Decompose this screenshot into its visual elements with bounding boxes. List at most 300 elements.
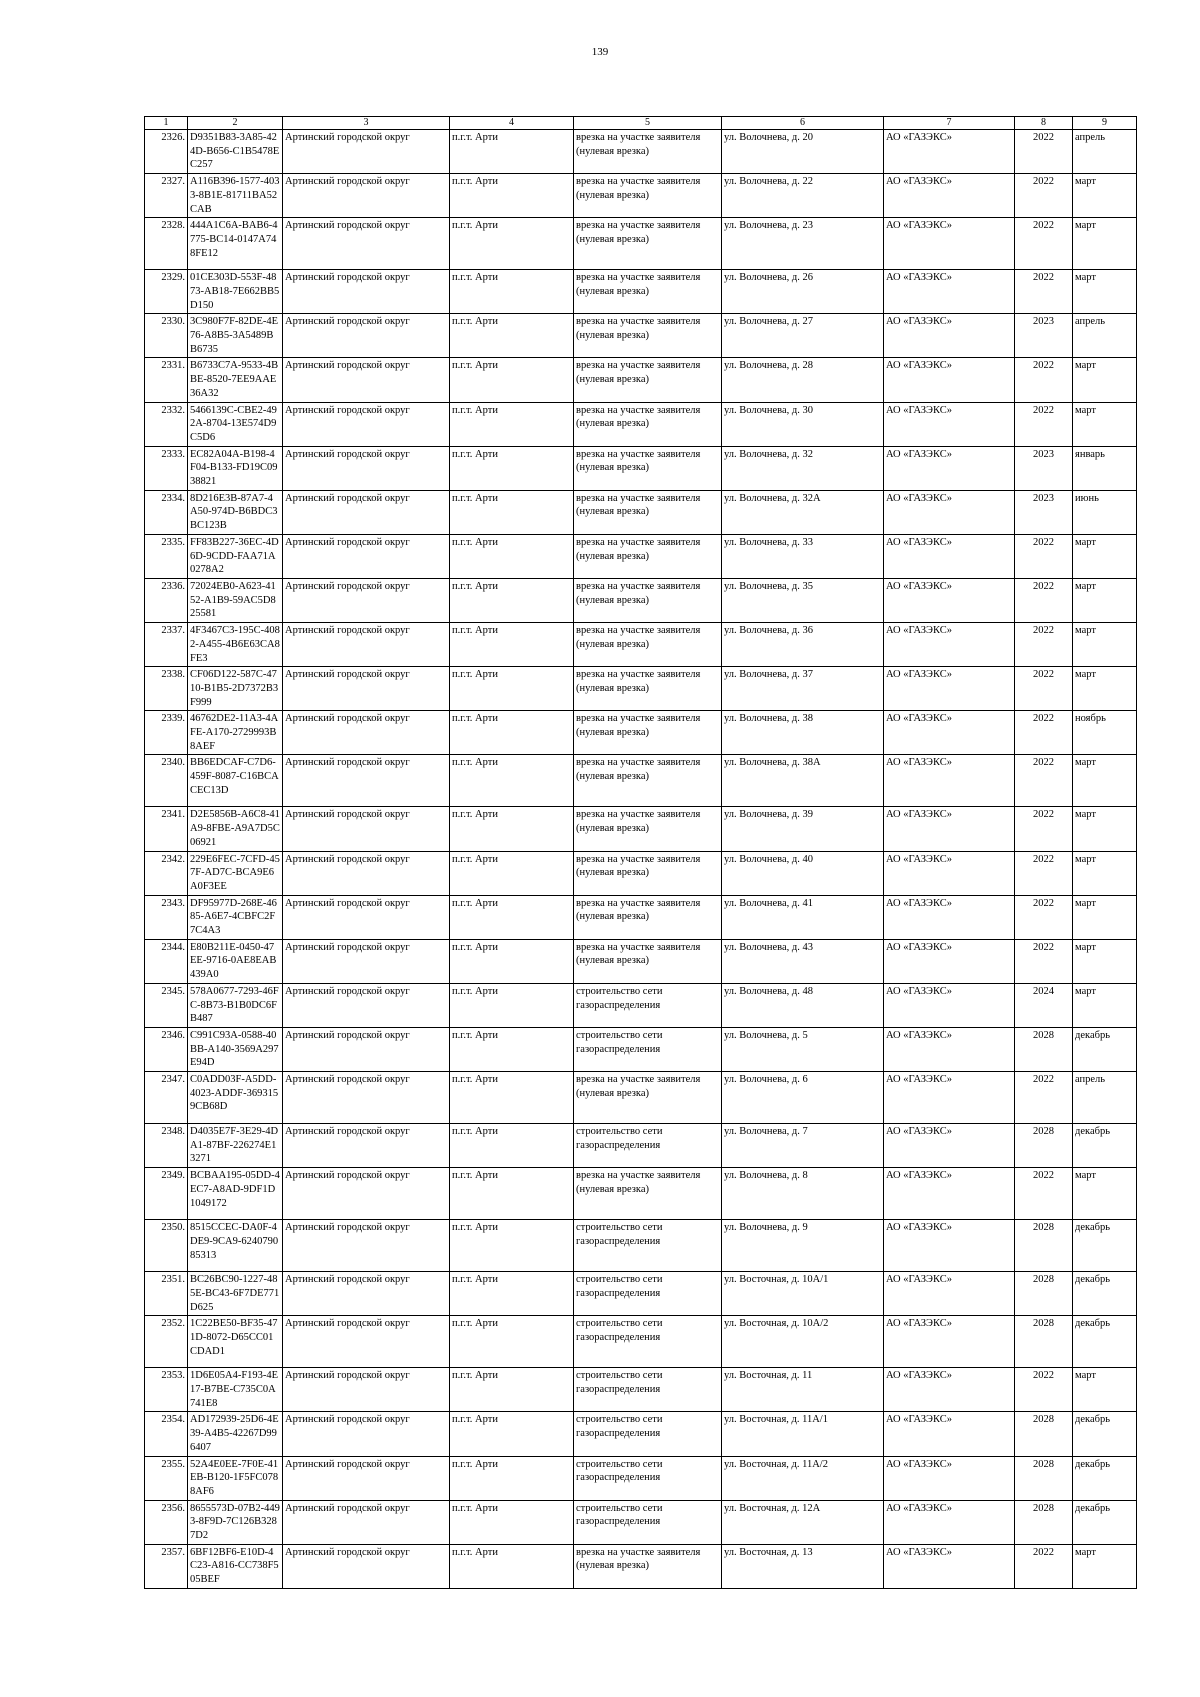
organization-cell: АО «ГАЗЭКС»: [884, 851, 1015, 895]
year-cell: 2022: [1015, 218, 1073, 270]
object-id-cell: 72024EB0-A623-4152-A1B9-59AC5D825581: [188, 578, 283, 622]
district-name-cell: Артинский городской округ: [283, 534, 450, 578]
year-cell: 2022: [1015, 270, 1073, 314]
object-id-cell: E80B211E-0450-47EE-9716-0AE8EAB439A0: [188, 939, 283, 983]
month-cell: март: [1073, 983, 1137, 1027]
settlement-name-cell: п.г.т. Арти: [450, 1368, 574, 1412]
month-cell: декабрь: [1073, 1220, 1137, 1272]
table-row: [145, 711, 1137, 755]
district-name-cell: Артинский городской округ: [283, 895, 450, 939]
district-name-cell: Артинский городской округ: [283, 939, 450, 983]
month-cell: декабрь: [1073, 1272, 1137, 1316]
work-type-cell: врезка на участке заявителя (нулевая врезка): [574, 939, 722, 983]
work-type-cell: врезка на участке заявителя (нулевая врезка): [574, 755, 722, 807]
registry-table: [144, 116, 1137, 1589]
work-type-cell: строительство сети газораспределения: [574, 1500, 722, 1544]
work-type-cell: врезка на участке заявителя (нулевая врезка): [574, 490, 722, 534]
row-number-cell: 2354.: [145, 1412, 188, 1456]
year-cell: 2022: [1015, 402, 1073, 446]
work-type-cell: врезка на участке заявителя (нулевая врезка): [574, 358, 722, 402]
district-name-cell: Артинский городской округ: [283, 1124, 450, 1168]
year-cell: 2028: [1015, 1124, 1073, 1168]
work-type-cell: врезка на участке заявителя (нулевая врезка): [574, 667, 722, 711]
object-id-cell: A116B396-1577-4033-8B1E-81711BA52CAB: [188, 174, 283, 218]
table-row: [145, 130, 1137, 174]
organization-cell: АО «ГАЗЭКС»: [884, 1368, 1015, 1412]
row-number-cell: 2327.: [145, 174, 188, 218]
row-number-cell: 2339.: [145, 711, 188, 755]
object-id-cell: D4035E7F-3E29-4DA1-87BF-226274E13271: [188, 1124, 283, 1168]
table-header: [145, 117, 1137, 130]
table-row: [145, 1220, 1137, 1272]
address-cell: ул. Волочнева, д. 22: [722, 174, 884, 218]
year-cell: 2022: [1015, 851, 1073, 895]
settlement-name-cell: п.г.т. Арти: [450, 939, 574, 983]
table-row: [145, 807, 1137, 851]
district-name-cell: Артинский городской округ: [283, 983, 450, 1027]
table-row: [145, 174, 1137, 218]
object-id-cell: 6BF12BF6-E10D-4C23-A816-CC738F505BEF: [188, 1544, 283, 1588]
row-number-cell: 2336.: [145, 578, 188, 622]
column-number-row: [145, 117, 1137, 130]
object-id-cell: D9351B83-3A85-424D-B656-C1B5478EC257: [188, 130, 283, 174]
object-id-cell: FF83B227-36EC-4D6D-9CDD-FAA71A0278A2: [188, 534, 283, 578]
work-type-cell: строительство сети газораспределения: [574, 1027, 722, 1071]
year-cell: 2022: [1015, 623, 1073, 667]
settlement-name-cell: п.г.т. Арти: [450, 895, 574, 939]
table-row: [145, 1272, 1137, 1316]
row-number-cell: 2331.: [145, 358, 188, 402]
object-id-cell: 4F3467C3-195C-4082-A455-4B6E63CA8FE3: [188, 623, 283, 667]
table-row: [145, 1368, 1137, 1412]
work-type-cell: врезка на участке заявителя (нулевая врезка): [574, 1072, 722, 1124]
column-header: 7: [884, 117, 1015, 130]
year-cell: 2028: [1015, 1412, 1073, 1456]
column-header: 1: [145, 117, 188, 130]
table-row: [145, 490, 1137, 534]
month-cell: март: [1073, 174, 1137, 218]
district-name-cell: Артинский городской округ: [283, 1500, 450, 1544]
organization-cell: АО «ГАЗЭКС»: [884, 1500, 1015, 1544]
address-cell: ул. Волочнева, д. 6: [722, 1072, 884, 1124]
month-cell: март: [1073, 807, 1137, 851]
row-number-cell: 2337.: [145, 623, 188, 667]
district-name-cell: Артинский городской округ: [283, 578, 450, 622]
row-number-cell: 2329.: [145, 270, 188, 314]
row-number-cell: 2357.: [145, 1544, 188, 1588]
address-cell: ул. Восточная, д. 11: [722, 1368, 884, 1412]
row-number-cell: 2356.: [145, 1500, 188, 1544]
settlement-name-cell: п.г.т. Арти: [450, 1412, 574, 1456]
address-cell: ул. Волочнева, д. 32: [722, 446, 884, 490]
settlement-name-cell: п.г.т. Арти: [450, 1168, 574, 1220]
row-number-cell: 2333.: [145, 446, 188, 490]
address-cell: ул. Волочнева, д. 48: [722, 983, 884, 1027]
organization-cell: АО «ГАЗЭКС»: [884, 623, 1015, 667]
month-cell: апрель: [1073, 314, 1137, 358]
year-cell: 2022: [1015, 939, 1073, 983]
address-cell: ул. Восточная, д. 10А/2: [722, 1316, 884, 1368]
year-cell: 2028: [1015, 1316, 1073, 1368]
column-header: 4: [450, 117, 574, 130]
district-name-cell: Артинский городской округ: [283, 667, 450, 711]
table-row: [145, 623, 1137, 667]
district-name-cell: Артинский городской округ: [283, 1168, 450, 1220]
district-name-cell: Артинский городской округ: [283, 1456, 450, 1500]
month-cell: март: [1073, 358, 1137, 402]
object-id-cell: 578A0677-7293-46FC-8B73-B1B0DC6FB487: [188, 983, 283, 1027]
column-header: 8: [1015, 117, 1073, 130]
month-cell: январь: [1073, 446, 1137, 490]
settlement-name-cell: п.г.т. Арти: [450, 623, 574, 667]
district-name-cell: Артинский городской округ: [283, 1368, 450, 1412]
address-cell: ул. Волочнева, д. 9: [722, 1220, 884, 1272]
address-cell: ул. Волочнева, д. 43: [722, 939, 884, 983]
object-id-cell: DF95977D-268E-4685-A6E7-4CBFC2F7C4A3: [188, 895, 283, 939]
address-cell: ул. Волочнева, д. 40: [722, 851, 884, 895]
district-name-cell: Артинский городской округ: [283, 1412, 450, 1456]
district-name-cell: Артинский городской округ: [283, 1544, 450, 1588]
row-number-cell: 2347.: [145, 1072, 188, 1124]
organization-cell: АО «ГАЗЭКС»: [884, 270, 1015, 314]
table-row: [145, 402, 1137, 446]
address-cell: ул. Волочнева, д. 41: [722, 895, 884, 939]
table-row: [145, 1072, 1137, 1124]
settlement-name-cell: п.г.т. Арти: [450, 667, 574, 711]
work-type-cell: врезка на участке заявителя (нулевая врезка): [574, 807, 722, 851]
year-cell: 2028: [1015, 1220, 1073, 1272]
object-id-cell: 1C22BE50-BF35-471D-8072-D65CC01CDAD1: [188, 1316, 283, 1368]
year-cell: 2028: [1015, 1272, 1073, 1316]
year-cell: 2023: [1015, 446, 1073, 490]
table-row: [145, 895, 1137, 939]
row-number-cell: 2328.: [145, 218, 188, 270]
object-id-cell: 01CE303D-553F-4873-AB18-7E662BB5D150: [188, 270, 283, 314]
month-cell: декабрь: [1073, 1316, 1137, 1368]
month-cell: март: [1073, 1368, 1137, 1412]
table-row: [145, 270, 1137, 314]
work-type-cell: врезка на участке заявителя (нулевая врезка): [574, 578, 722, 622]
object-id-cell: EC82A04A-B198-4F04-B133-FD19C0938821: [188, 446, 283, 490]
column-header: 5: [574, 117, 722, 130]
object-id-cell: BCBAA195-05DD-4EC7-A8AD-9DF1D1049172: [188, 1168, 283, 1220]
address-cell: ул. Восточная, д. 12А: [722, 1500, 884, 1544]
table-body: [145, 130, 1137, 1589]
district-name-cell: Артинский городской округ: [283, 270, 450, 314]
district-name-cell: Артинский городской округ: [283, 446, 450, 490]
organization-cell: АО «ГАЗЭКС»: [884, 1072, 1015, 1124]
district-name-cell: Артинский городской округ: [283, 174, 450, 218]
year-cell: 2022: [1015, 807, 1073, 851]
table-row: [145, 358, 1137, 402]
work-type-cell: строительство сети газораспределения: [574, 983, 722, 1027]
address-cell: ул. Волочнева, д. 37: [722, 667, 884, 711]
year-cell: 2024: [1015, 983, 1073, 1027]
district-name-cell: Артинский городской округ: [283, 755, 450, 807]
organization-cell: АО «ГАЗЭКС»: [884, 1220, 1015, 1272]
organization-cell: АО «ГАЗЭКС»: [884, 939, 1015, 983]
district-name-cell: Артинский городской округ: [283, 490, 450, 534]
work-type-cell: врезка на участке заявителя (нулевая врезка): [574, 174, 722, 218]
year-cell: 2022: [1015, 711, 1073, 755]
settlement-name-cell: п.г.т. Арти: [450, 851, 574, 895]
month-cell: март: [1073, 270, 1137, 314]
organization-cell: АО «ГАЗЭКС»: [884, 667, 1015, 711]
settlement-name-cell: п.г.т. Арти: [450, 534, 574, 578]
column-header: 6: [722, 117, 884, 130]
object-id-cell: AD172939-25D6-4E39-A4B5-42267D996407: [188, 1412, 283, 1456]
year-cell: 2022: [1015, 174, 1073, 218]
settlement-name-cell: п.г.т. Арти: [450, 711, 574, 755]
district-name-cell: Артинский городской округ: [283, 130, 450, 174]
month-cell: март: [1073, 534, 1137, 578]
district-name-cell: Артинский городской округ: [283, 314, 450, 358]
column-header: 3: [283, 117, 450, 130]
organization-cell: АО «ГАЗЭКС»: [884, 446, 1015, 490]
work-type-cell: строительство сети газораспределения: [574, 1272, 722, 1316]
table-row: [145, 1544, 1137, 1588]
organization-cell: АО «ГАЗЭКС»: [884, 1544, 1015, 1588]
object-id-cell: 3C980F7F-82DE-4E76-A8B5-3A5489BB6735: [188, 314, 283, 358]
table-row: [145, 218, 1137, 270]
settlement-name-cell: п.г.т. Арти: [450, 130, 574, 174]
month-cell: март: [1073, 623, 1137, 667]
organization-cell: АО «ГАЗЭКС»: [884, 1316, 1015, 1368]
work-type-cell: врезка на участке заявителя (нулевая врезка): [574, 534, 722, 578]
month-cell: март: [1073, 1168, 1137, 1220]
year-cell: 2022: [1015, 895, 1073, 939]
address-cell: ул. Восточная, д. 11А/1: [722, 1412, 884, 1456]
organization-cell: АО «ГАЗЭКС»: [884, 807, 1015, 851]
address-cell: ул. Восточная, д. 11А/2: [722, 1456, 884, 1500]
month-cell: март: [1073, 218, 1137, 270]
row-number-cell: 2342.: [145, 851, 188, 895]
work-type-cell: врезка на участке заявителя (нулевая врезка): [574, 623, 722, 667]
address-cell: ул. Волочнева, д. 38: [722, 711, 884, 755]
organization-cell: АО «ГАЗЭКС»: [884, 402, 1015, 446]
address-cell: ул. Волочнева, д. 30: [722, 402, 884, 446]
month-cell: март: [1073, 939, 1137, 983]
object-id-cell: 8655573D-07B2-4493-8F9D-7C126B3287D2: [188, 1500, 283, 1544]
table-row: [145, 1500, 1137, 1544]
organization-cell: АО «ГАЗЭКС»: [884, 174, 1015, 218]
work-type-cell: врезка на участке заявителя (нулевая врезка): [574, 314, 722, 358]
row-number-cell: 2352.: [145, 1316, 188, 1368]
district-name-cell: Артинский городской округ: [283, 1072, 450, 1124]
settlement-name-cell: п.г.т. Арти: [450, 358, 574, 402]
organization-cell: АО «ГАЗЭКС»: [884, 218, 1015, 270]
row-number-cell: 2353.: [145, 1368, 188, 1412]
address-cell: ул. Волочнева, д. 28: [722, 358, 884, 402]
district-name-cell: Артинский городской округ: [283, 1272, 450, 1316]
object-id-cell: D2E5856B-A6C8-41A9-8FBE-A9A7D5C06921: [188, 807, 283, 851]
settlement-name-cell: п.г.т. Арти: [450, 983, 574, 1027]
district-name-cell: Артинский городской округ: [283, 1027, 450, 1071]
address-cell: ул. Волочнева, д. 39: [722, 807, 884, 851]
year-cell: 2022: [1015, 358, 1073, 402]
page-number: 139: [591, 46, 609, 58]
row-number-cell: 2344.: [145, 939, 188, 983]
table-row: [145, 1316, 1137, 1368]
settlement-name-cell: п.г.т. Арти: [450, 578, 574, 622]
month-cell: март: [1073, 755, 1137, 807]
year-cell: 2022: [1015, 1368, 1073, 1412]
settlement-name-cell: п.г.т. Арти: [450, 807, 574, 851]
organization-cell: АО «ГАЗЭКС»: [884, 358, 1015, 402]
object-id-cell: 52A4E0EE-7F0E-41EB-B120-1F5FC0788AF6: [188, 1456, 283, 1500]
table-row: [145, 755, 1137, 807]
table-row: [145, 851, 1137, 895]
table-row: [145, 1124, 1137, 1168]
address-cell: ул. Волочнева, д. 7: [722, 1124, 884, 1168]
work-type-cell: строительство сети газораспределения: [574, 1368, 722, 1412]
row-number-cell: 2334.: [145, 490, 188, 534]
address-cell: ул. Восточная, д. 13: [722, 1544, 884, 1588]
district-name-cell: Артинский городской округ: [283, 218, 450, 270]
organization-cell: АО «ГАЗЭКС»: [884, 711, 1015, 755]
district-name-cell: Артинский городской округ: [283, 623, 450, 667]
table-row: [145, 667, 1137, 711]
organization-cell: АО «ГАЗЭКС»: [884, 1124, 1015, 1168]
work-type-cell: врезка на участке заявителя (нулевая врезка): [574, 711, 722, 755]
table-row: [145, 446, 1137, 490]
object-id-cell: CF06D122-587C-4710-B1B5-2D7372B3F999: [188, 667, 283, 711]
table-row: [145, 578, 1137, 622]
settlement-name-cell: п.г.т. Арти: [450, 314, 574, 358]
year-cell: 2022: [1015, 667, 1073, 711]
district-name-cell: Артинский городской округ: [283, 711, 450, 755]
row-number-cell: 2351.: [145, 1272, 188, 1316]
table-row: [145, 1412, 1137, 1456]
address-cell: ул. Волочнева, д. 8: [722, 1168, 884, 1220]
district-name-cell: Артинский городской округ: [283, 1316, 450, 1368]
settlement-name-cell: п.г.т. Арти: [450, 1272, 574, 1316]
month-cell: июнь: [1073, 490, 1137, 534]
object-id-cell: 5466139C-CBE2-492A-8704-13E574D9C5D6: [188, 402, 283, 446]
table-row: [145, 534, 1137, 578]
organization-cell: АО «ГАЗЭКС»: [884, 314, 1015, 358]
year-cell: 2022: [1015, 1072, 1073, 1124]
month-cell: декабрь: [1073, 1027, 1137, 1071]
month-cell: март: [1073, 1544, 1137, 1588]
organization-cell: АО «ГАЗЭКС»: [884, 983, 1015, 1027]
settlement-name-cell: п.г.т. Арти: [450, 1456, 574, 1500]
year-cell: 2022: [1015, 130, 1073, 174]
month-cell: март: [1073, 402, 1137, 446]
district-name-cell: Артинский городской округ: [283, 807, 450, 851]
month-cell: март: [1073, 851, 1137, 895]
row-number-cell: 2340.: [145, 755, 188, 807]
work-type-cell: врезка на участке заявителя (нулевая врезка): [574, 1168, 722, 1220]
row-number-cell: 2330.: [145, 314, 188, 358]
object-id-cell: 46762DE2-11A3-4AFE-A170-2729993B8AEF: [188, 711, 283, 755]
month-cell: апрель: [1073, 130, 1137, 174]
work-type-cell: врезка на участке заявителя (нулевая врезка): [574, 402, 722, 446]
settlement-name-cell: п.г.т. Арти: [450, 1072, 574, 1124]
settlement-name-cell: п.г.т. Арти: [450, 402, 574, 446]
settlement-name-cell: п.г.т. Арти: [450, 446, 574, 490]
organization-cell: АО «ГАЗЭКС»: [884, 578, 1015, 622]
settlement-name-cell: п.г.т. Арти: [450, 1220, 574, 1272]
table-row: [145, 1168, 1137, 1220]
object-id-cell: C991C93A-0588-40BB-A140-3569A297E94D: [188, 1027, 283, 1071]
object-id-cell: 8515CCEC-DA0F-4DE9-9CA9-624079085313: [188, 1220, 283, 1272]
year-cell: 2028: [1015, 1027, 1073, 1071]
object-id-cell: 1D6E05A4-F193-4E17-B7BE-C735C0A741E8: [188, 1368, 283, 1412]
organization-cell: АО «ГАЗЭКС»: [884, 1168, 1015, 1220]
work-type-cell: врезка на участке заявителя (нулевая врезка): [574, 446, 722, 490]
month-cell: март: [1073, 667, 1137, 711]
row-number-cell: 2345.: [145, 983, 188, 1027]
organization-cell: АО «ГАЗЭКС»: [884, 130, 1015, 174]
address-cell: ул. Волочнева, д. 38А: [722, 755, 884, 807]
district-name-cell: Артинский городской округ: [283, 1220, 450, 1272]
object-id-cell: BB6EDCAF-C7D6-459F-8087-C16BCACEC13D: [188, 755, 283, 807]
address-cell: ул. Волочнева, д. 33: [722, 534, 884, 578]
object-id-cell: C0ADD03F-A5DD-4023-ADDF-3693159CB68D: [188, 1072, 283, 1124]
row-number-cell: 2343.: [145, 895, 188, 939]
settlement-name-cell: п.г.т. Арти: [450, 490, 574, 534]
address-cell: ул. Волочнева, д. 26: [722, 270, 884, 314]
month-cell: ноябрь: [1073, 711, 1137, 755]
settlement-name-cell: п.г.т. Арти: [450, 218, 574, 270]
settlement-name-cell: п.г.т. Арти: [450, 270, 574, 314]
row-number-cell: 2332.: [145, 402, 188, 446]
address-cell: ул. Волочнева, д. 5: [722, 1027, 884, 1071]
organization-cell: АО «ГАЗЭКС»: [884, 1456, 1015, 1500]
table-row: [145, 1456, 1137, 1500]
table-row: [145, 314, 1137, 358]
settlement-name-cell: п.г.т. Арти: [450, 1027, 574, 1071]
month-cell: апрель: [1073, 1072, 1137, 1124]
organization-cell: АО «ГАЗЭКС»: [884, 1412, 1015, 1456]
work-type-cell: строительство сети газораспределения: [574, 1316, 722, 1368]
address-cell: ул. Волочнева, д. 27: [722, 314, 884, 358]
object-id-cell: 444A1C6A-BAB6-4775-BC14-0147A748FE12: [188, 218, 283, 270]
row-number-cell: 2349.: [145, 1168, 188, 1220]
address-cell: ул. Волочнева, д. 35: [722, 578, 884, 622]
district-name-cell: Артинский городской округ: [283, 851, 450, 895]
year-cell: 2023: [1015, 490, 1073, 534]
work-type-cell: врезка на участке заявителя (нулевая врезка): [574, 270, 722, 314]
year-cell: 2022: [1015, 1544, 1073, 1588]
year-cell: 2028: [1015, 1500, 1073, 1544]
work-type-cell: строительство сети газораспределения: [574, 1220, 722, 1272]
row-number-cell: 2338.: [145, 667, 188, 711]
organization-cell: АО «ГАЗЭКС»: [884, 1027, 1015, 1071]
settlement-name-cell: п.г.т. Арти: [450, 1500, 574, 1544]
work-type-cell: строительство сети газораспределения: [574, 1124, 722, 1168]
work-type-cell: врезка на участке заявителя (нулевая врезка): [574, 851, 722, 895]
organization-cell: АО «ГАЗЭКС»: [884, 895, 1015, 939]
year-cell: 2023: [1015, 314, 1073, 358]
organization-cell: АО «ГАЗЭКС»: [884, 534, 1015, 578]
table-row: [145, 983, 1137, 1027]
settlement-name-cell: п.г.т. Арти: [450, 1316, 574, 1368]
address-cell: ул. Волочнева, д. 36: [722, 623, 884, 667]
column-header: 9: [1073, 117, 1137, 130]
row-number-cell: 2348.: [145, 1124, 188, 1168]
work-type-cell: врезка на участке заявителя (нулевая врезка): [574, 130, 722, 174]
object-id-cell: BC26BC90-1227-485E-BC43-6F7DE771D625: [188, 1272, 283, 1316]
month-cell: декабрь: [1073, 1500, 1137, 1544]
table-row: [145, 939, 1137, 983]
year-cell: 2028: [1015, 1456, 1073, 1500]
row-number-cell: 2355.: [145, 1456, 188, 1500]
work-type-cell: врезка на участке заявителя (нулевая врезка): [574, 895, 722, 939]
organization-cell: АО «ГАЗЭКС»: [884, 490, 1015, 534]
month-cell: декабрь: [1073, 1124, 1137, 1168]
